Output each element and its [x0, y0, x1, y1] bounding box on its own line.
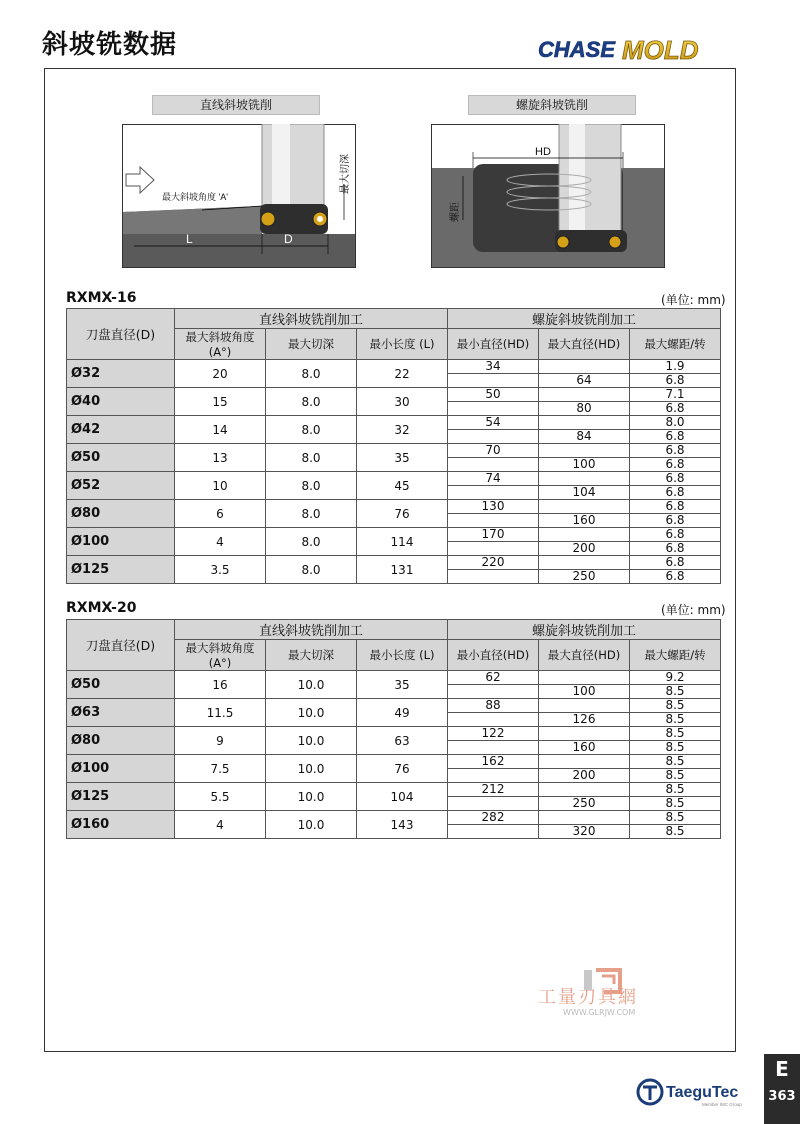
cell-diameter: Ø125: [67, 783, 175, 811]
cell-pitch-1: 6.8: [665, 499, 685, 513]
cell-max-depth: 8.0: [266, 500, 357, 528]
cell-max-hd-wrap: [539, 472, 630, 500]
cell-diameter: Ø42: [67, 416, 175, 444]
table-row: [67, 360, 721, 388]
cell-pitch-2: 8.5: [665, 684, 685, 698]
col-header-max-hd: 最大直径(HD): [539, 640, 630, 671]
cell-min-hd: 34: [485, 359, 501, 373]
cell-max-hd: 126: [572, 712, 596, 726]
cell-min-hd: 54: [485, 415, 501, 429]
cell-max-pitch-wrap: [630, 727, 721, 755]
cell-max-depth: 10.0: [266, 727, 357, 755]
cell-diameter: Ø80: [67, 500, 175, 528]
cell-diameter: Ø80: [67, 727, 175, 755]
cell-max-hd-wrap: [539, 444, 630, 472]
col-header-min-length: 最小长度 (L): [357, 329, 448, 360]
table-row: [67, 811, 721, 839]
cell-max-hd-wrap: [539, 671, 630, 699]
cell-diameter: Ø50: [67, 444, 175, 472]
cell-min-length: 131: [357, 556, 448, 584]
cell-pitch-1: 6.8: [665, 527, 685, 541]
length-l-label: L: [186, 232, 193, 246]
cell-max-hd-wrap: [539, 528, 630, 556]
svg-text:CHASE: CHASE: [538, 37, 616, 62]
cell-max-depth: 10.0: [266, 699, 357, 727]
table-row: [67, 528, 721, 556]
cell-min-length: 76: [357, 755, 448, 783]
cell-pitch-1: 8.0: [665, 415, 685, 429]
cell-pitch-2: 6.8: [665, 457, 685, 471]
helical-ramping-diagram: [431, 124, 665, 268]
cell-pitch-1: 6.8: [665, 555, 685, 569]
cell-pitch-1: 6.8: [665, 443, 685, 457]
cell-max-pitch-wrap: [630, 699, 721, 727]
table-row: [67, 388, 721, 416]
cell-max-hd: 100: [572, 684, 596, 698]
col-header-max-hd: 最大直径(HD): [539, 329, 630, 360]
cell-min-hd-wrap: [448, 727, 539, 755]
watermark-url: WWW.GLRJW.COM: [563, 1008, 636, 1017]
cell-max-hd: 84: [576, 429, 592, 443]
cell-pitch-2: 6.8: [665, 429, 685, 443]
table-row: [67, 671, 721, 699]
cell-min-hd-wrap: [448, 360, 539, 388]
cell-pitch-2: 6.8: [665, 541, 685, 555]
cell-min-length: 49: [357, 699, 448, 727]
cell-max-depth: 8.0: [266, 556, 357, 584]
cell-max-hd: 64: [576, 373, 592, 387]
cell-max-hd-wrap: [539, 783, 630, 811]
cell-min-length: 114: [357, 528, 448, 556]
page-number: 363: [768, 1089, 796, 1104]
cell-min-hd-wrap: [448, 472, 539, 500]
cell-min-length: 76: [357, 500, 448, 528]
col-group-helical: 螺旋斜坡铣削加工: [448, 620, 721, 640]
table-row: [67, 472, 721, 500]
cell-max-pitch-wrap: [630, 528, 721, 556]
cell-max-hd: 160: [572, 513, 596, 527]
table-row: [67, 755, 721, 783]
cell-min-length: 30: [357, 388, 448, 416]
cell-max-pitch-wrap: [630, 671, 721, 699]
cell-min-hd: 50: [485, 387, 501, 401]
cell-max-depth: 8.0: [266, 388, 357, 416]
col-header-diameter: 刀盘直径(D): [67, 309, 175, 360]
cell-max-hd: 320: [572, 824, 596, 838]
cell-max-depth: 10.0: [266, 783, 357, 811]
cell-min-hd: 170: [481, 527, 505, 541]
helical-ramping-caption: 螺旋斜坡铣削: [468, 95, 636, 115]
table-row: [67, 444, 721, 472]
cell-max-hd-wrap: [539, 755, 630, 783]
cell-diameter: Ø63: [67, 699, 175, 727]
col-header-max-pitch: 最大螺距/转: [630, 640, 721, 671]
cell-ramp-angle: 6: [175, 500, 266, 528]
cell-diameter: Ø52: [67, 472, 175, 500]
col-header-diameter: 刀盘直径(D): [67, 620, 175, 671]
cell-pitch-2: 6.8: [665, 513, 685, 527]
cell-pitch-1: 8.5: [665, 810, 685, 824]
col-group-helical: 螺旋斜坡铣削加工: [448, 309, 721, 329]
cell-max-depth: 8.0: [266, 528, 357, 556]
cell-max-hd: 200: [572, 541, 596, 555]
cell-diameter: Ø100: [67, 755, 175, 783]
cell-max-depth: 8.0: [266, 360, 357, 388]
table-row: [67, 699, 721, 727]
cell-max-pitch-wrap: [630, 811, 721, 839]
linear-ramping-diagram: [122, 124, 356, 268]
cell-min-length: 104: [357, 783, 448, 811]
cell-max-hd-wrap: [539, 360, 630, 388]
cell-min-hd: 88: [485, 698, 501, 712]
cell-diameter: Ø125: [67, 556, 175, 584]
cell-pitch-1: 9.2: [665, 670, 685, 684]
svg-text:MOLD: MOLD: [622, 35, 699, 64]
col-header-max-depth: 最大切深: [266, 640, 357, 671]
cell-pitch-2: 6.8: [665, 569, 685, 583]
cell-pitch-1: 7.1: [665, 387, 685, 401]
cell-max-hd: 100: [572, 457, 596, 471]
cell-min-hd: 282: [481, 810, 505, 824]
cell-ramp-angle: 13: [175, 444, 266, 472]
cell-min-hd: 130: [481, 499, 505, 513]
cell-ramp-angle: 20: [175, 360, 266, 388]
col-header-max-pitch: 最大螺距/转: [630, 329, 721, 360]
cell-pitch-1: 8.5: [665, 726, 685, 740]
cell-ramp-angle: 16: [175, 671, 266, 699]
col-header-max-ramp-angle: 最大斜坡角度 (A°): [175, 640, 266, 671]
col-header-max-ramp-angle: 最大斜坡角度 (A°): [175, 329, 266, 360]
watermark-text: 工量刃具網: [538, 987, 638, 1008]
cell-max-hd: 250: [572, 796, 596, 810]
cell-pitch-1: 8.5: [665, 698, 685, 712]
cell-max-hd-wrap: [539, 388, 630, 416]
cell-min-hd: 122: [481, 726, 505, 740]
linear-ramping-caption: 直线斜坡铣削: [152, 95, 320, 115]
col-group-linear: 直线斜坡铣削加工: [175, 309, 448, 329]
cell-min-hd-wrap: [448, 500, 539, 528]
cell-pitch-2: 6.8: [665, 485, 685, 499]
section-letter: E: [775, 1057, 789, 1081]
cell-min-hd: 220: [481, 555, 505, 569]
cell-diameter: Ø32: [67, 360, 175, 388]
page-title: 斜坡铣数据: [42, 30, 178, 60]
cell-max-depth: 10.0: [266, 811, 357, 839]
table-row: [67, 500, 721, 528]
cell-max-hd-wrap: [539, 500, 630, 528]
taegutec-logo: [636, 1078, 756, 1108]
cell-min-length: 45: [357, 472, 448, 500]
brand-logo: [536, 34, 746, 64]
cell-max-hd-wrap: [539, 727, 630, 755]
table-rxmx-20: [66, 619, 721, 839]
logo-subtext: Member IMC Group: [702, 1102, 742, 1107]
cell-pitch-2: 8.5: [665, 740, 685, 754]
cell-diameter: Ø100: [67, 528, 175, 556]
table-row: [67, 783, 721, 811]
cell-pitch-2: 8.5: [665, 768, 685, 782]
cell-max-pitch-wrap: [630, 388, 721, 416]
hd-label: HD: [535, 146, 551, 158]
table-1-model: RXMX-16: [66, 290, 137, 306]
cell-min-hd-wrap: [448, 556, 539, 584]
cell-ramp-angle: 11.5: [175, 699, 266, 727]
col-header-max-depth: 最大切深: [266, 329, 357, 360]
col-header-min-length: 最小长度 (L): [357, 640, 448, 671]
cell-max-hd-wrap: [539, 699, 630, 727]
cell-pitch-1: 1.9: [665, 359, 685, 373]
cell-ramp-angle: 14: [175, 416, 266, 444]
logo-text: TaeguTec: [666, 1084, 739, 1101]
cell-pitch-2: 6.8: [665, 373, 685, 387]
cell-min-hd-wrap: [448, 699, 539, 727]
max-ramp-angle-label: 最大斜坡角度 'A': [162, 192, 228, 202]
table-row: [67, 556, 721, 584]
cell-diameter: Ø160: [67, 811, 175, 839]
table-2-model: RXMX-20: [66, 600, 137, 616]
cell-min-length: 143: [357, 811, 448, 839]
cell-max-pitch-wrap: [630, 472, 721, 500]
cell-ramp-angle: 9: [175, 727, 266, 755]
cell-max-pitch-wrap: [630, 444, 721, 472]
cell-min-hd-wrap: [448, 416, 539, 444]
cell-pitch-2: 8.5: [665, 796, 685, 810]
cell-pitch-2: 8.5: [665, 712, 685, 726]
cell-diameter: Ø50: [67, 671, 175, 699]
cell-min-hd: 212: [481, 782, 505, 796]
cell-max-pitch-wrap: [630, 416, 721, 444]
cell-min-hd-wrap: [448, 671, 539, 699]
col-header-min-hd: 最小直径(HD): [448, 329, 539, 360]
cell-max-depth: 8.0: [266, 444, 357, 472]
cell-max-depth: 10.0: [266, 755, 357, 783]
table-2-unit: (单位: mm): [661, 603, 726, 617]
cell-max-hd-wrap: [539, 811, 630, 839]
cell-max-hd: 104: [572, 485, 596, 499]
table-rxmx-16: [66, 308, 721, 584]
cell-max-pitch-wrap: [630, 500, 721, 528]
cell-min-length: 35: [357, 444, 448, 472]
cell-ramp-angle: 4: [175, 811, 266, 839]
cell-max-pitch-wrap: [630, 556, 721, 584]
cell-min-hd: 74: [485, 471, 501, 485]
cell-min-length: 32: [357, 416, 448, 444]
table-1-unit: (单位: mm): [661, 293, 726, 307]
cell-ramp-angle: 3.5: [175, 556, 266, 584]
cell-max-hd: 80: [576, 401, 592, 415]
cell-max-depth: 8.0: [266, 416, 357, 444]
cell-ramp-angle: 4: [175, 528, 266, 556]
max-depth-label: 最大切深: [340, 154, 351, 194]
cell-diameter: Ø40: [67, 388, 175, 416]
cell-pitch-1: 8.5: [665, 754, 685, 768]
col-group-linear: 直线斜坡铣削加工: [175, 620, 448, 640]
cell-min-length: 35: [357, 671, 448, 699]
cell-max-pitch-wrap: [630, 360, 721, 388]
cell-min-hd-wrap: [448, 528, 539, 556]
cell-ramp-angle: 5.5: [175, 783, 266, 811]
diameter-d-label: D: [284, 232, 293, 246]
cell-min-hd-wrap: [448, 811, 539, 839]
cell-min-hd-wrap: [448, 755, 539, 783]
cell-min-hd: 62: [485, 670, 501, 684]
cell-ramp-angle: 10: [175, 472, 266, 500]
col-header-min-hd: 最小直径(HD): [448, 640, 539, 671]
table-row: [67, 727, 721, 755]
cell-min-hd: 70: [485, 443, 501, 457]
cell-max-hd: 250: [572, 569, 596, 583]
cell-pitch-1: 8.5: [665, 782, 685, 796]
cell-max-hd-wrap: [539, 556, 630, 584]
cell-min-length: 22: [357, 360, 448, 388]
cell-max-hd: 160: [572, 740, 596, 754]
cell-min-hd-wrap: [448, 783, 539, 811]
cell-max-hd: 200: [572, 768, 596, 782]
cell-pitch-1: 6.8: [665, 471, 685, 485]
cell-min-hd-wrap: [448, 388, 539, 416]
cell-min-length: 63: [357, 727, 448, 755]
cell-min-hd: 162: [481, 754, 505, 768]
cell-max-pitch-wrap: [630, 783, 721, 811]
cell-max-depth: 10.0: [266, 671, 357, 699]
cell-max-hd-wrap: [539, 416, 630, 444]
page-tab: [764, 1054, 800, 1124]
cell-pitch-2: 8.5: [665, 824, 685, 838]
cell-max-depth: 8.0: [266, 472, 357, 500]
cell-pitch-2: 6.8: [665, 401, 685, 415]
cell-max-pitch-wrap: [630, 755, 721, 783]
cell-min-hd-wrap: [448, 444, 539, 472]
cell-ramp-angle: 7.5: [175, 755, 266, 783]
table-row: [67, 416, 721, 444]
cell-ramp-angle: 15: [175, 388, 266, 416]
pitch-label: 螺距: [450, 202, 461, 222]
